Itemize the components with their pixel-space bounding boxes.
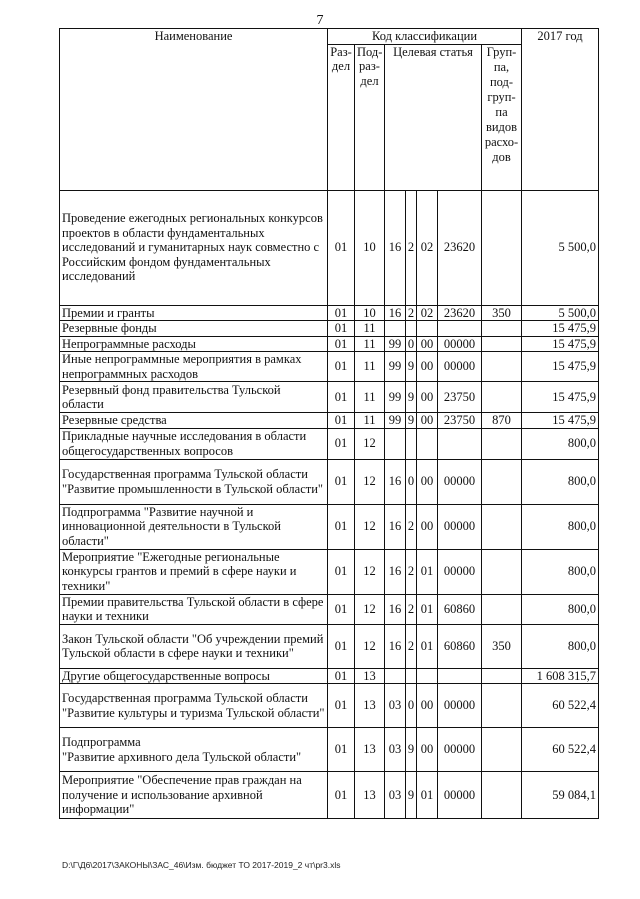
row-target-direction: 00000 [438, 728, 482, 772]
row-subsection: 13 [355, 668, 385, 684]
row-subsection: 10 [355, 190, 385, 305]
row-expense-type: 350 [482, 305, 522, 321]
row-target-program: 16 [385, 459, 406, 504]
table-row [60, 352, 599, 382]
row-amount: 1 608 315,7 [522, 668, 599, 684]
row-target-direction: 00000 [438, 772, 482, 819]
row-subsection: 11 [355, 321, 385, 337]
row-target-event: 00 [417, 504, 438, 549]
row-subsection: 12 [355, 624, 385, 668]
row-target-direction: 00000 [438, 504, 482, 549]
header-year: 2017 год [522, 29, 599, 191]
row-section: 01 [328, 728, 355, 772]
row-target-direction: 00000 [438, 336, 482, 352]
row-amount: 5 500,0 [522, 305, 599, 321]
row-name: Государственная программа Тульской области "Развитие культуры и туризма Тульской области" [60, 684, 328, 728]
row-section: 01 [328, 413, 355, 429]
row-target-program: 99 [385, 413, 406, 429]
row-target-event: 00 [417, 413, 438, 429]
table-body [60, 190, 599, 819]
row-section: 01 [328, 336, 355, 352]
row-section: 01 [328, 772, 355, 819]
row-name: Государственная программа Тульской области "Развитие промышленности в Тульской области" [60, 459, 328, 504]
table-row [60, 504, 599, 549]
row-amount: 59 084,1 [522, 772, 599, 819]
row-target-event: 01 [417, 624, 438, 668]
row-expense-type [482, 772, 522, 819]
row-target-event: 00 [417, 336, 438, 352]
row-expense-type [482, 190, 522, 305]
table-row [60, 684, 599, 728]
row-section: 01 [328, 594, 355, 624]
row-section: 01 [328, 549, 355, 594]
row-target-event: 00 [417, 382, 438, 413]
row-section: 01 [328, 190, 355, 305]
row-target-event: 01 [417, 772, 438, 819]
row-target-program: 16 [385, 624, 406, 668]
table-row [60, 190, 599, 305]
row-target-subprogram: 9 [406, 413, 417, 429]
row-expense-type [482, 336, 522, 352]
row-name: Другие общегосударственные вопросы [60, 668, 328, 684]
row-section: 01 [328, 305, 355, 321]
row-expense-type [482, 459, 522, 504]
row-subsection: 12 [355, 549, 385, 594]
row-target-subprogram: 0 [406, 459, 417, 504]
table-row [60, 459, 599, 504]
row-name: Проведение ежегодных региональных конкурсов проектов в области фундаментальных исследований и гуманитарных наук совместно с Российским фондом фундаментальных исследований [60, 190, 328, 305]
row-section: 01 [328, 459, 355, 504]
header-target-article: Целевая статья [385, 44, 482, 190]
row-target-event: 02 [417, 305, 438, 321]
row-target-subprogram: 2 [406, 549, 417, 594]
row-subsection: 12 [355, 459, 385, 504]
row-name: Закон Тульской области "Об учреждении премий Тульской области в сфере науки и техники" [60, 624, 328, 668]
row-target-program: 03 [385, 684, 406, 728]
row-target-program [385, 321, 406, 337]
row-expense-type [482, 428, 522, 459]
row-target-subprogram: 2 [406, 504, 417, 549]
row-target-subprogram: 9 [406, 728, 417, 772]
row-target-direction: 00000 [438, 459, 482, 504]
row-target-direction: 00000 [438, 352, 482, 382]
row-name: Подпрограмма "Развитие архивного дела Тульской области" [60, 728, 328, 772]
table-row [60, 594, 599, 624]
row-target-direction [438, 428, 482, 459]
row-target-direction [438, 668, 482, 684]
row-expense-type: 870 [482, 413, 522, 429]
table-row [60, 728, 599, 772]
row-target-subprogram [406, 668, 417, 684]
header-expense-type: Груп- па, под- груп- па видов расхо- дов [482, 44, 522, 190]
row-amount: 15 475,9 [522, 336, 599, 352]
table-row [60, 305, 599, 321]
row-expense-type [482, 549, 522, 594]
row-target-subprogram: 0 [406, 684, 417, 728]
row-target-direction: 60860 [438, 594, 482, 624]
row-expense-type [482, 728, 522, 772]
table-row [60, 336, 599, 352]
row-section: 01 [328, 684, 355, 728]
budget-table [59, 28, 599, 819]
row-target-event: 01 [417, 549, 438, 594]
row-amount: 800,0 [522, 624, 599, 668]
row-subsection: 11 [355, 413, 385, 429]
row-expense-type [482, 668, 522, 684]
row-name: Премии и гранты [60, 305, 328, 321]
row-target-event: 01 [417, 594, 438, 624]
row-section: 01 [328, 382, 355, 413]
row-target-subprogram: 2 [406, 305, 417, 321]
row-name: Подпрограмма "Развитие научной и инновационной деятельности в Тульской области" [60, 504, 328, 549]
row-amount: 60 522,4 [522, 728, 599, 772]
table-row [60, 413, 599, 429]
row-target-program [385, 668, 406, 684]
row-target-subprogram: 2 [406, 624, 417, 668]
row-amount: 800,0 [522, 549, 599, 594]
table-row [60, 382, 599, 413]
row-target-event: 00 [417, 459, 438, 504]
row-target-event [417, 321, 438, 337]
row-target-program: 99 [385, 336, 406, 352]
row-section: 01 [328, 504, 355, 549]
row-name: Иные непрограммные мероприятия в рамках непрограммных расходов [60, 352, 328, 382]
row-target-program: 99 [385, 352, 406, 382]
row-name: Резервные фонды [60, 321, 328, 337]
row-amount: 15 475,9 [522, 382, 599, 413]
header-name: Наименование [60, 29, 328, 191]
row-target-direction: 23620 [438, 305, 482, 321]
row-subsection: 13 [355, 684, 385, 728]
row-target-direction: 60860 [438, 624, 482, 668]
row-target-subprogram: 2 [406, 594, 417, 624]
row-target-subprogram [406, 321, 417, 337]
row-name: Непрограммные расходы [60, 336, 328, 352]
row-subsection: 13 [355, 728, 385, 772]
row-target-direction: 00000 [438, 549, 482, 594]
row-target-event [417, 428, 438, 459]
row-name: Прикладные научные исследования в области общегосударственных вопросов [60, 428, 328, 459]
row-target-event: 00 [417, 352, 438, 382]
row-amount: 800,0 [522, 594, 599, 624]
row-expense-type [482, 321, 522, 337]
row-amount: 5 500,0 [522, 190, 599, 305]
table-row [60, 549, 599, 594]
row-target-subprogram: 2 [406, 190, 417, 305]
row-subsection: 10 [355, 305, 385, 321]
row-target-program [385, 428, 406, 459]
row-amount: 15 475,9 [522, 352, 599, 382]
row-name: Мероприятие "Обеспечение прав граждан на получение и использование архивной информации" [60, 772, 328, 819]
row-name: Резервные средства [60, 413, 328, 429]
row-subsection: 11 [355, 382, 385, 413]
row-target-subprogram: 9 [406, 382, 417, 413]
row-expense-type [482, 594, 522, 624]
table-row [60, 428, 599, 459]
table-row [60, 668, 599, 684]
row-section: 01 [328, 668, 355, 684]
row-subsection: 11 [355, 352, 385, 382]
row-target-subprogram [406, 428, 417, 459]
row-expense-type [482, 684, 522, 728]
row-target-direction [438, 321, 482, 337]
file-path-footer: D:\Г\Д6\2017\ЗАКОНЫ\ЗАС_46\Изм. бюджет ТО 2017-2019_2 чт\рr3.xls [62, 860, 341, 870]
row-target-event [417, 668, 438, 684]
row-subsection: 12 [355, 504, 385, 549]
row-target-program: 16 [385, 190, 406, 305]
row-amount: 800,0 [522, 459, 599, 504]
row-target-subprogram: 0 [406, 336, 417, 352]
row-target-direction: 23750 [438, 413, 482, 429]
row-expense-type [482, 352, 522, 382]
row-subsection: 11 [355, 336, 385, 352]
row-target-program: 03 [385, 728, 406, 772]
row-target-program: 16 [385, 549, 406, 594]
row-name: Мероприятие "Ежегодные региональные конкурсы грантов и премий в сфере науки и техники" [60, 549, 328, 594]
table-row [60, 772, 599, 819]
row-target-event: 00 [417, 684, 438, 728]
row-target-program: 16 [385, 504, 406, 549]
row-amount: 60 522,4 [522, 684, 599, 728]
row-target-subprogram: 9 [406, 352, 417, 382]
row-section: 01 [328, 352, 355, 382]
row-amount: 15 475,9 [522, 321, 599, 337]
header-section: Раз- дел [328, 44, 355, 190]
row-target-direction: 23750 [438, 382, 482, 413]
row-section: 01 [328, 428, 355, 459]
row-target-program: 99 [385, 382, 406, 413]
table-row [60, 321, 599, 337]
row-amount: 800,0 [522, 504, 599, 549]
row-name: Резервный фонд правительства Тульской области [60, 382, 328, 413]
header-subsection: Под- раз- дел [355, 44, 385, 190]
row-amount: 800,0 [522, 428, 599, 459]
row-name: Премии правительства Тульской области в сфере науки и техники [60, 594, 328, 624]
row-subsection: 12 [355, 594, 385, 624]
row-section: 01 [328, 624, 355, 668]
row-subsection: 13 [355, 772, 385, 819]
row-target-program: 16 [385, 305, 406, 321]
row-expense-type [482, 382, 522, 413]
row-target-direction: 00000 [438, 684, 482, 728]
row-target-event: 00 [417, 728, 438, 772]
row-expense-type [482, 504, 522, 549]
row-expense-type: 350 [482, 624, 522, 668]
table-row [60, 624, 599, 668]
page-number: 7 [316, 13, 324, 28]
row-target-subprogram: 9 [406, 772, 417, 819]
row-subsection: 12 [355, 428, 385, 459]
header-code-group: Код классификации [328, 29, 522, 45]
table-header [60, 29, 599, 191]
row-target-program: 16 [385, 594, 406, 624]
row-amount: 15 475,9 [522, 413, 599, 429]
row-target-direction: 23620 [438, 190, 482, 305]
row-section: 01 [328, 321, 355, 337]
row-target-event: 02 [417, 190, 438, 305]
row-target-program: 03 [385, 772, 406, 819]
